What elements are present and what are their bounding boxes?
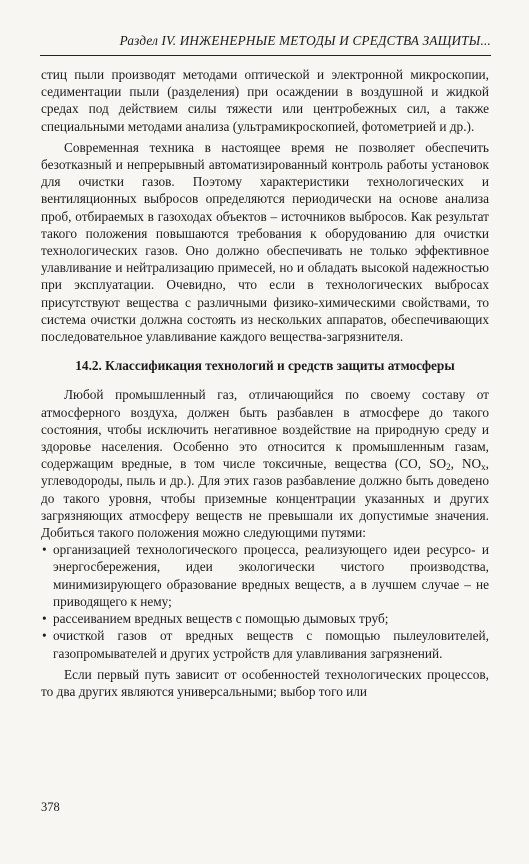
subscript-nox: x xyxy=(481,462,486,473)
bullet-icon: • xyxy=(42,628,47,644)
bullet-icon: • xyxy=(42,611,47,627)
methods-list xyxy=(41,541,489,661)
bullet-icon: • xyxy=(42,542,47,558)
section-heading: 14.2. Классификация технологий и средств защиты атмосферы xyxy=(75,358,455,374)
page-number: 378 xyxy=(41,800,60,814)
subscript-so2: 2 xyxy=(446,462,451,473)
list-item-text: организацией технологического процесса, реализующего идеи ресурсо- и энергосбережения, идеи экологически чистого производства, минимизирующего образование вредных веществ, а в лучшем случае – не приводящего к нему; xyxy=(53,542,489,609)
list-item-text: очисткой газов от вредных веществ с помощью пылеуловителей, газопромывателей и других устройств для улавливания загрязнений. xyxy=(53,628,489,661)
page-body xyxy=(41,66,489,700)
running-header: Раздел IV. ИНЖЕНЕРНЫЕ МЕТОДЫ И СРЕДСТВА ЗАЩИТЫ... xyxy=(119,33,491,48)
paragraph-continuation: стиц пыли производят методами оптической и электронной микроскопии, седиментации пыли (разделения) при осаждении в воздушной и жидкой средах под действием силы тяжести или центробежных сил, а также специальными методами анализа (ультрамикроскопией, фотометрией и др.). xyxy=(41,67,489,134)
list-item xyxy=(41,627,489,661)
paragraph-text-part-3: , углеводороды, пыль и др.). Для этих газов разбавление должно быть доведено до такого уровня, чтобы приземные концентрации указанных и других загрязняющих атмосферу веществ не превышали их допустимые значения. Добиться такого положения можно следующими путями: xyxy=(41,456,489,541)
header-divider xyxy=(40,55,491,56)
list-item-text: рассеиванием вредных веществ с помощью дымовых труб; xyxy=(53,611,389,627)
paragraph-text-part-2: , NO xyxy=(450,456,482,472)
list-item xyxy=(41,610,489,627)
paragraph-industrial-gas xyxy=(41,386,489,541)
paragraph-methods-choice: Если первый путь зависит от особенностей технологических процессов, то два других являются универсальными; выбор того или xyxy=(41,666,489,699)
list-item xyxy=(41,541,489,610)
paragraph-gas-cleaning-control: Современная техника в настоящее время не позволяет обеспечить безотказный и непрерывный автоматизированный контроль работы установок для очистки газов. Поэтому характеристики технологических и вентиляционных выбросов определяются периодически на основе анализа проб, отбираемых в газоходах объектов – источников выбросов. Как результат такого положения повышаются требования к оборудованию для очистки технологических газов. Оно должно обеспечивать не только эффективное улавливание и нейтрализацию примесей, но и обладать высокой надежностью при эксплуатации. Очевидно, что если в технологических выбросах присутствуют вещества с различными физико-химическими свойствами, то система очистки должна состоять из нескольких аппаратов, обеспечивающих последовательное улавливание каждого вещества-загрязнителя. xyxy=(41,139,489,345)
paragraph-text-part-1: Любой промышленный газ, отличающийся по своему составу от атмосферного воздуха, должен быть разбавлен в атмосфере до такого состояния, чтобы исключить негативное воздействие на природную среду и здоровье населения. Особенно это относится к промышленным газам, содержащим вредные, в том числе токсичные, вещества (СО, SO xyxy=(41,387,489,472)
